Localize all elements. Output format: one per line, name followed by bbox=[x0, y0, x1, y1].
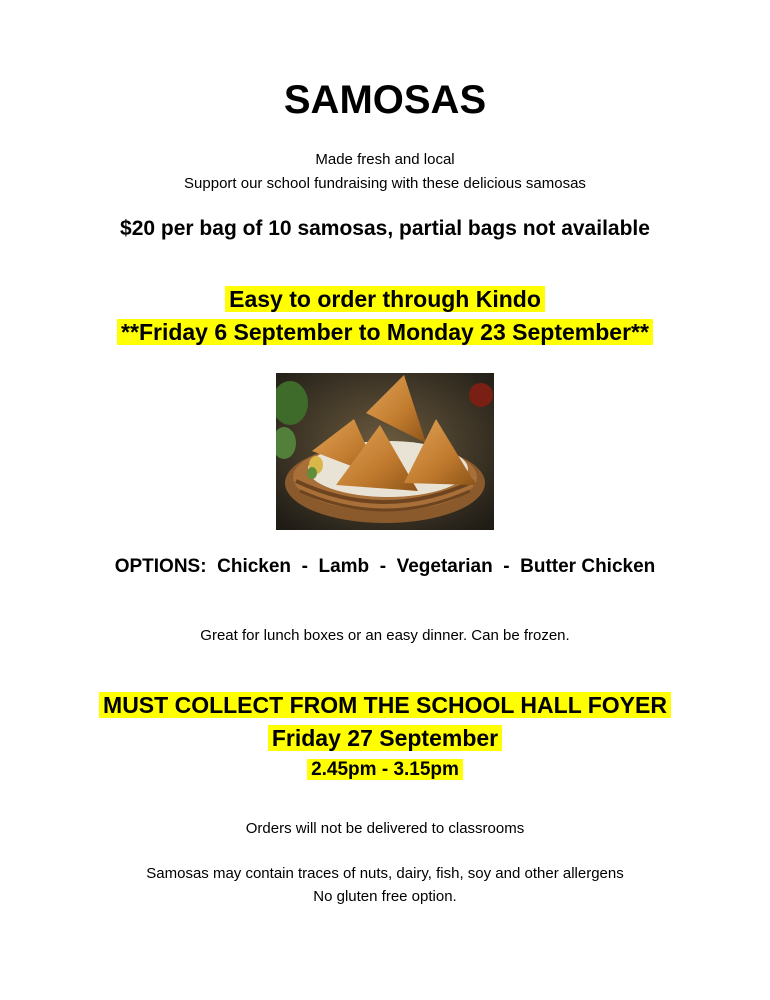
collect-line-1: MUST COLLECT FROM THE SCHOOL HALL FOYER bbox=[99, 692, 671, 718]
collect-time: 2.45pm - 3.15pm bbox=[307, 759, 463, 780]
order-line-2: **Friday 6 September to Monday 23 September** bbox=[117, 319, 653, 345]
samosa-photo bbox=[276, 373, 494, 530]
intro-line-2: Support our school fundraising with these delicious samosas bbox=[184, 175, 586, 192]
price-line: $20 per bag of 10 samosas, partial bags not available bbox=[120, 217, 650, 240]
allergen-line-2: No gluten free option. bbox=[313, 888, 457, 905]
intro-line-1: Made fresh and local bbox=[315, 151, 455, 168]
delivery-note: Orders will not be delivered to classrooms bbox=[245, 820, 525, 837]
page-title: SAMOSAS bbox=[283, 78, 487, 122]
allergen-line-1: Samosas may contain traces of nuts, dairy, fish, soy and other allergens bbox=[146, 865, 624, 882]
options-line: OPTIONS: Chicken - Lamb - Vegetarian - Butter Chicken bbox=[114, 556, 656, 577]
collect-date: Friday 27 September bbox=[268, 725, 502, 751]
order-line-1: Easy to order through Kindo bbox=[225, 286, 545, 312]
usage-note: Great for lunch boxes or an easy dinner. Can be frozen. bbox=[200, 627, 570, 644]
